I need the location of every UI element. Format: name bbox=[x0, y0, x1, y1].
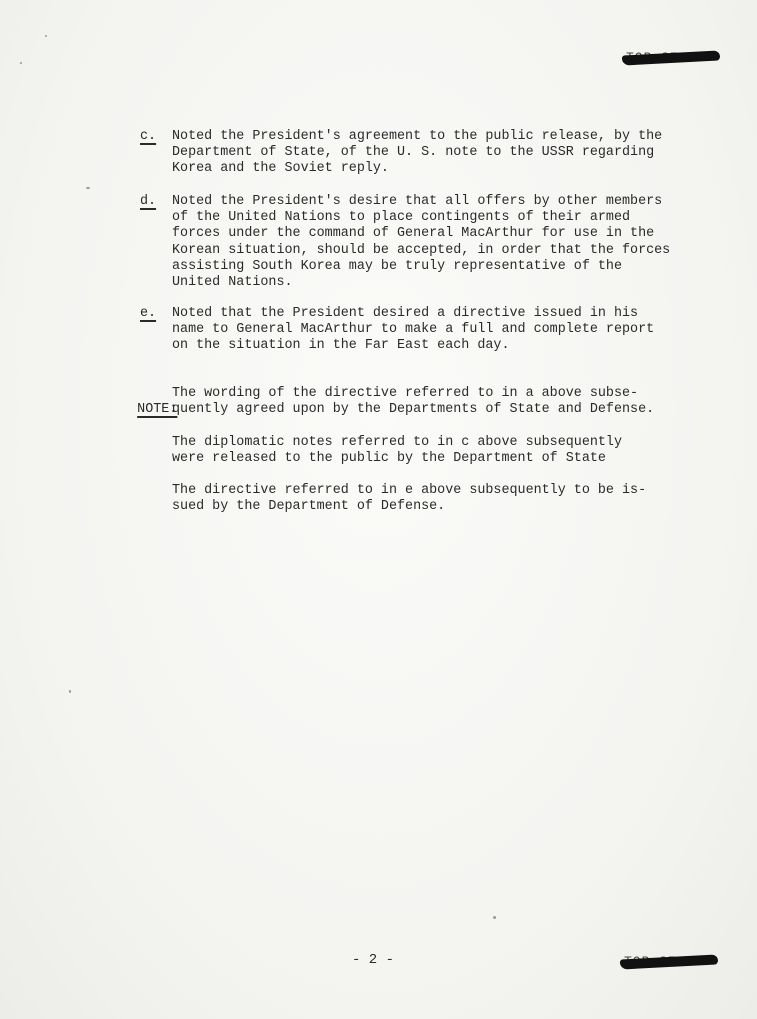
note-paragraph: The directive referred to in e above subsequently to be is- sued by the Department of Defense. bbox=[172, 483, 647, 515]
item-text: Noted the President's agreement to the public release, by the Department of State, of the U. S. note to the USSR regarding Korea and the Soviet reply. bbox=[172, 129, 663, 177]
item-text: Noted the President's desire that all offers by other members of the United Nations to place contingents of their armed forces under the command of General MacArthur for use in the Korean situation, should be accepted, in order that the forces assisting South Korea may be truly representative of the United Nations. bbox=[172, 194, 671, 291]
classification-marking-top bbox=[626, 50, 714, 65]
item-letter: c. bbox=[140, 129, 157, 144]
note-paragraph: The wording of the directive referred to in a above subse- quently agreed upon by the Departments of State and Defense. bbox=[172, 386, 655, 418]
paper-speck bbox=[493, 916, 496, 919]
paper-speck bbox=[45, 35, 47, 37]
classification-marking-bottom bbox=[624, 954, 712, 969]
paper-speck bbox=[86, 187, 90, 189]
item-letter: d. bbox=[140, 194, 157, 209]
note-paragraph: The diplomatic notes referred to in c above subsequently were released to the public by the Department of State bbox=[172, 435, 622, 467]
item-text: Noted that the President desired a directive issued in his name to General MacArthur to make a full and complete report on the situation in the Far East each day. bbox=[172, 306, 655, 354]
list-item-c bbox=[140, 129, 663, 194]
note-label: NOTE: bbox=[137, 402, 178, 418]
paper-speck bbox=[69, 690, 71, 693]
list-item-e bbox=[140, 306, 655, 371]
item-letter: e. bbox=[140, 306, 157, 321]
list-item-d bbox=[140, 194, 671, 291]
page-number: - 2 - bbox=[352, 952, 395, 968]
paper-speck bbox=[20, 62, 22, 64]
